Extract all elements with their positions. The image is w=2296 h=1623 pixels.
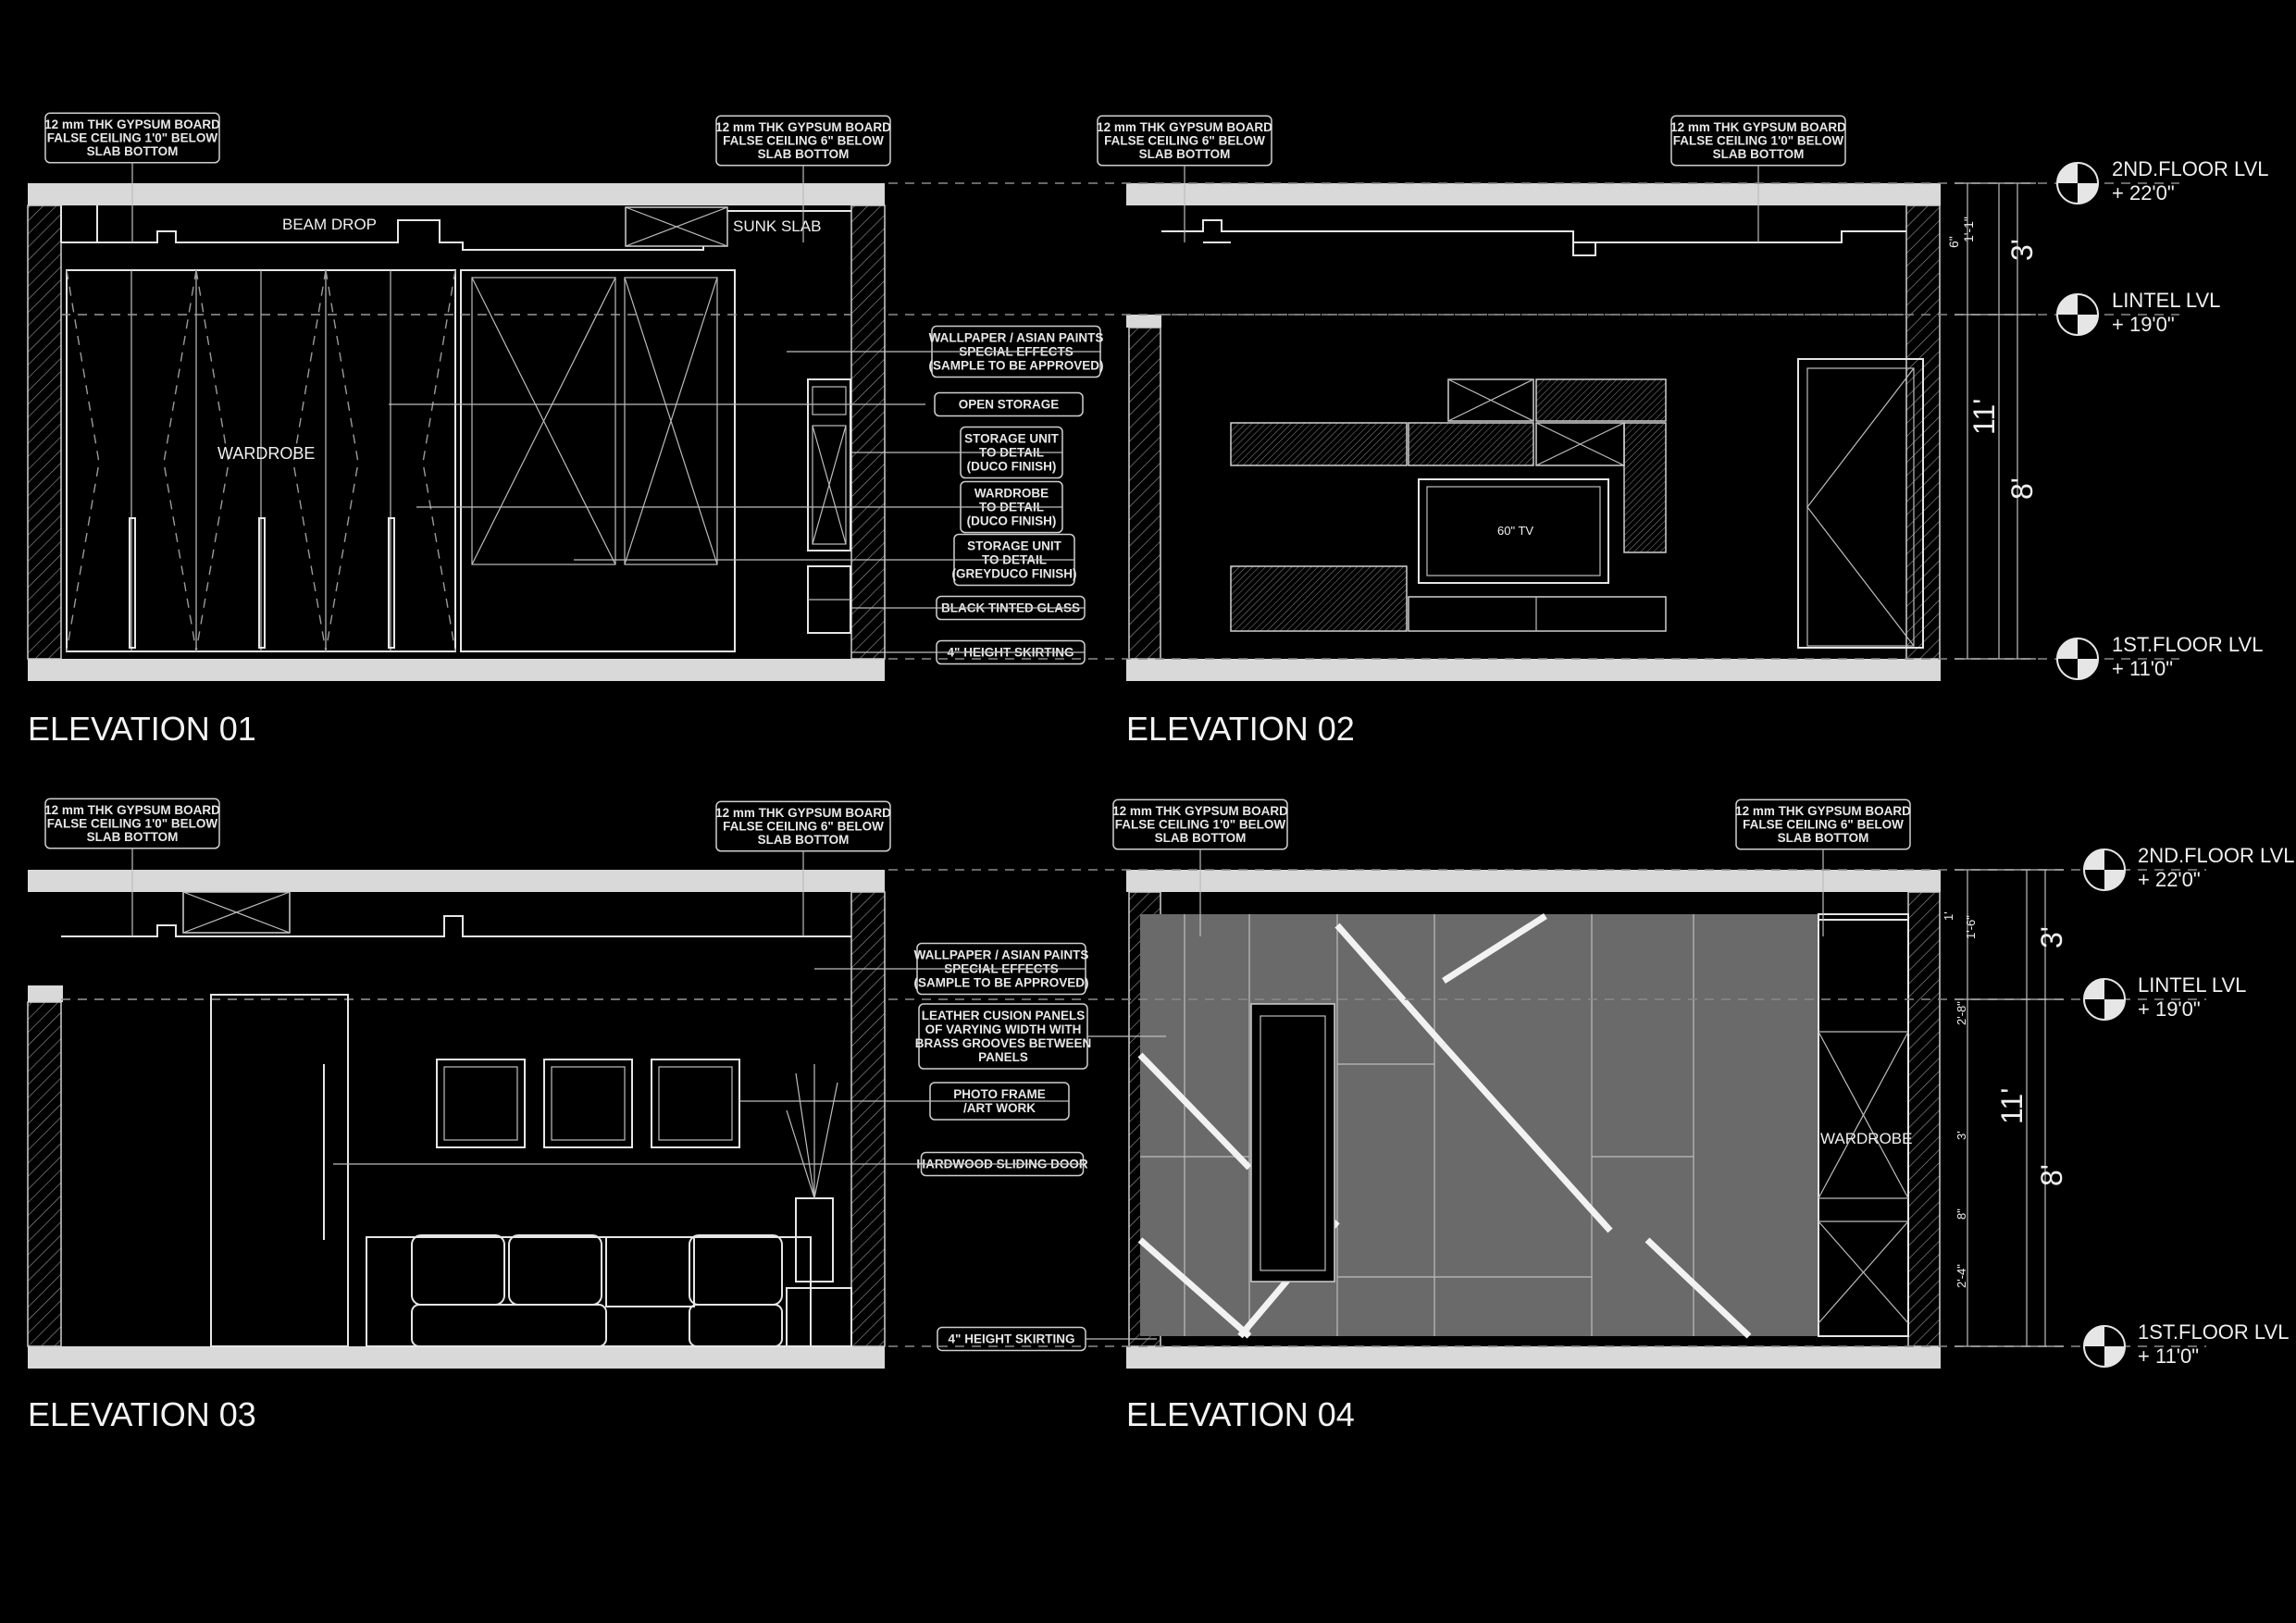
elevation-02 xyxy=(1126,183,1941,748)
bottom-level-name-3: 1ST.FLOOR LVL xyxy=(2138,1320,2290,1344)
ceiling-note-2-1 xyxy=(1097,116,1272,242)
elevation-04 xyxy=(1126,870,1941,1433)
callout-bottom-4 xyxy=(333,1153,1088,1176)
dim-bottom-small-b: 1'-6" xyxy=(1964,915,1978,939)
ceiling-note-2-1-text: 12 mm THK GYPSUM BOARD FALSE CEILING 6" BELOW SLAB BOTTOM xyxy=(1097,119,1272,161)
ceiling-note-4-1-text: 12 mm THK GYPSUM BOARD FALSE CEILING 1'0" BELOW SLAB BOTTOM xyxy=(1112,803,1288,845)
elevation-04-title: ELEVATION 04 xyxy=(1126,1395,1355,1433)
callout-top-5 xyxy=(574,535,1077,586)
ceiling-note-2-2-text: 12 mm THK GYPSUM BOARD FALSE CEILING 1'0" BELOW SLAB BOTTOM xyxy=(1670,119,1846,161)
callout-bottom-2-text: LEATHER CUSION PANELS OF VARYING WIDTH WITH BRASS GROOVES BETWEEN PANELS xyxy=(914,1009,1092,1064)
elevation-03 xyxy=(28,870,885,1433)
callout-top-6 xyxy=(851,597,1085,620)
top-level-value-3: + 11'0" xyxy=(2112,657,2174,680)
wardrobe-label-04: WARDROBE xyxy=(1820,1130,1913,1147)
dim-top-small-a: 6" xyxy=(1946,236,1961,248)
elevation-01-title: ELEVATION 01 xyxy=(28,710,256,748)
callout-bottom-1-text: WALLPAPER / ASIAN PAINTS SPECIAL EFFECTS (SAMPLE TO BE APPROVED) xyxy=(913,948,1089,990)
elevation-01 xyxy=(28,183,885,748)
callout-bottom-5 xyxy=(937,1328,1157,1351)
callout-top-5-text: STORAGE UNIT TO DETAIL (GREYDUCO FINISH) xyxy=(951,539,1077,581)
bottom-level-value-1: + 22'0" xyxy=(2138,868,2201,891)
bottom-level-name-2: LINTEL LVL xyxy=(2138,973,2247,997)
ceiling-note-3-2-text: 12 mm THK GYPSUM BOARD FALSE CEILING 6" BELOW SLAB BOTTOM xyxy=(715,805,891,847)
callout-bottom-3-text: PHOTO FRAME /ART WORK xyxy=(953,1087,1046,1115)
beam-drop-label: BEAM DROP xyxy=(282,216,378,233)
dim-bottom-seg-c: 8" xyxy=(1955,1208,1968,1220)
callout-bottom-5-text: 4" HEIGHT SKIRTING xyxy=(948,1332,1075,1346)
top-level-value-1: + 22'0" xyxy=(2112,181,2175,204)
ceiling-note-1-1 xyxy=(44,113,220,242)
callout-top-6-text: BLACK TINTED GLASS xyxy=(941,601,1080,615)
bottom-level-value-2: + 19'0" xyxy=(2138,997,2201,1021)
elevation-03-title: ELEVATION 03 xyxy=(28,1395,256,1433)
dimensions-bottom xyxy=(1942,870,2068,1346)
dim-top-small-b: 1'-1" xyxy=(1961,217,1976,242)
ceiling-note-1-2-text: 12 mm THK GYPSUM BOARD FALSE CEILING 6" BELOW SLAB BOTTOM xyxy=(715,119,891,161)
sunk-slab-label: SUNK SLAB xyxy=(733,217,822,235)
callout-top-7-text: 4" HEIGHT SKIRTING xyxy=(947,645,1074,660)
top-level-name-1: 2ND.FLOOR LVL xyxy=(2112,157,2269,180)
callout-top-1 xyxy=(787,327,1104,378)
elevation-02-title: ELEVATION 02 xyxy=(1126,710,1355,748)
callout-top-4 xyxy=(416,482,1062,533)
dimensions-top xyxy=(1946,183,2039,659)
dim-top-overall: 11' xyxy=(1967,398,2001,435)
wardrobe-label: WARDROBE xyxy=(217,444,316,463)
dim-bottom-small-a: 1' xyxy=(1942,911,1955,921)
callout-bottom-4-text: HARDWOOD SLIDING DOOR xyxy=(916,1157,1088,1171)
dim-bottom-seg-b: 3' xyxy=(1955,1131,1968,1140)
top-level-value-2: + 19'0" xyxy=(2112,313,2175,336)
leather-panel-wall xyxy=(1140,914,1818,1336)
ceiling-note-4-2-text: 12 mm THK GYPSUM BOARD FALSE CEILING 6" BELOW SLAB BOTTOM xyxy=(1735,803,1911,845)
dim-bottom-seg-a: 2'-8" xyxy=(1955,1001,1968,1025)
callout-top-7 xyxy=(851,641,1085,664)
dim-bottom-upper: 3' xyxy=(2035,926,2068,948)
bottom-level-name-1: 2ND.FLOOR LVL xyxy=(2138,844,2295,867)
ceiling-note-3-1-text: 12 mm THK GYPSUM BOARD FALSE CEILING 1'0" BELOW SLAB BOTTOM xyxy=(44,802,220,844)
bottom-level-value-3: + 11'0" xyxy=(2138,1344,2200,1368)
dim-top-lower: 8' xyxy=(2005,477,2039,500)
dim-top-upper: 3' xyxy=(2005,239,2039,261)
dim-bottom-lower: 8' xyxy=(2035,1164,2068,1186)
dim-bottom-overall: 11' xyxy=(1995,1087,2029,1124)
callout-top-1-text: WALLPAPER / ASIAN PAINTS SPECIAL EFFECTS (SAMPLE TO BE APPROVED) xyxy=(928,330,1104,373)
callout-top-2-text: OPEN STORAGE xyxy=(958,397,1060,412)
callout-top-3-text: STORAGE UNIT TO DETAIL (DUCO FINISH) xyxy=(964,431,1059,474)
dim-bottom-seg-d: 2'-4" xyxy=(1955,1264,1968,1288)
callout-top-4-text: WARDROBE TO DETAIL (DUCO FINISH) xyxy=(966,486,1057,528)
top-level-name-3: 1ST.FLOOR LVL xyxy=(2112,633,2264,656)
tv-label: 60" TV xyxy=(1497,524,1534,538)
ceiling-note-2-2 xyxy=(1670,116,1846,242)
callouts-top xyxy=(389,327,1104,664)
ceiling-note-1-1-text: 12 mm THK GYPSUM BOARD FALSE CEILING 1'0" BELOW SLAB BOTTOM xyxy=(44,117,220,158)
callout-bottom-3 xyxy=(740,1083,1069,1120)
top-level-name-2: LINTEL LVL xyxy=(2112,289,2221,312)
